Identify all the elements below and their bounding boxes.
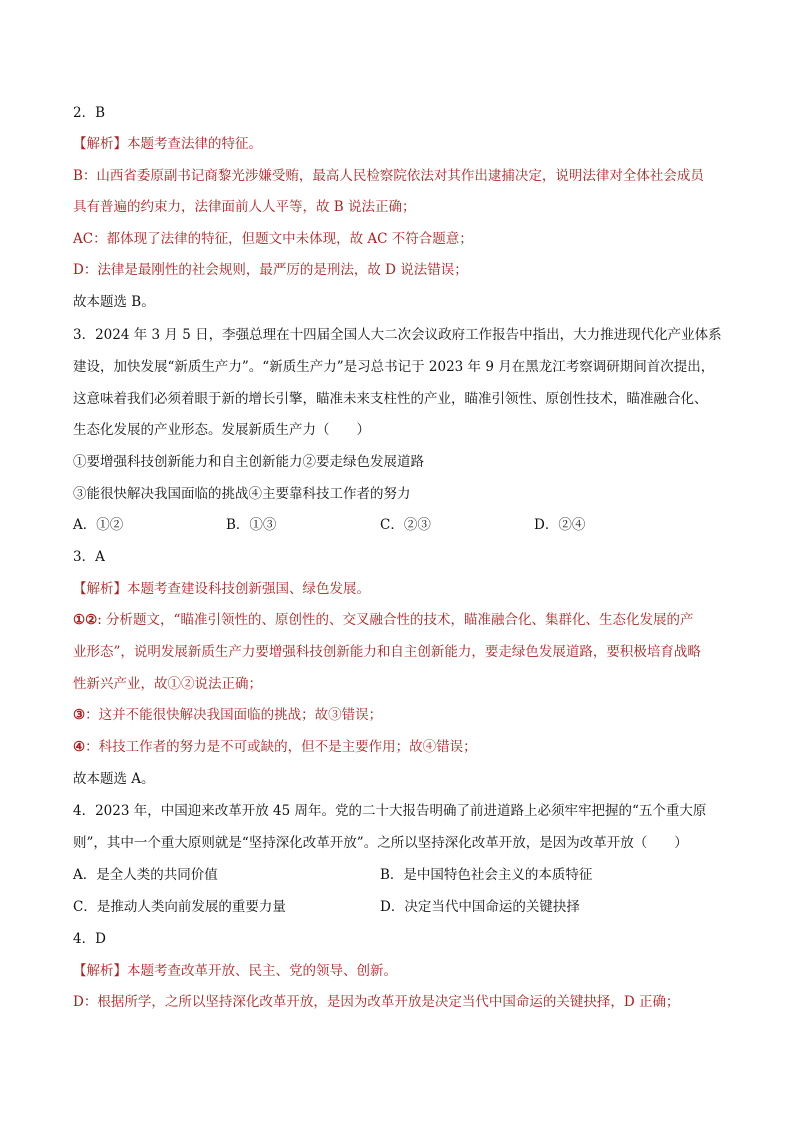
q3-4-text: ：科技工作者的努力是不可或缺的，但不是主要作用；故④错误；	[85, 739, 477, 755]
q4-option-a: A．是全人类的共同价值	[73, 867, 218, 883]
q3-12-label: ①②	[73, 612, 98, 628]
q3-4-label: ④	[73, 739, 86, 755]
q2-answer: 2．B	[73, 105, 106, 121]
q2-analysis: 【解析】本题考查法律的特征。	[73, 136, 262, 152]
q3-conclusion: 故本题选 A。	[73, 771, 155, 787]
q3-option-d: D．②④	[534, 517, 586, 533]
q3-4-explanation	[73, 738, 723, 756]
q3-stem-line3: 这意味着我们必须着眼于新的增长引擎，瞄准未来支柱性的产业，瞄准引领性、原创性技术，瞄准融合化、	[73, 391, 708, 407]
q2-ac-explanation: AC：都体现了法律的特征，但题文中未体现，故 AC 不符合题意；	[73, 231, 473, 247]
q3-3-explanation	[73, 706, 723, 724]
q4-stem-line1: 4．2023 年，中国迎来改革开放 45 周年。党的二十大报告明确了前进道路上必须牢牢把握的“五个重大原	[73, 803, 707, 819]
q4-option-b: B．是中国特色社会主义的本质特征	[380, 867, 593, 883]
q3-option-a: A．①②	[73, 517, 124, 533]
q4-option-c: C．是推动人类向前发展的重要力量	[73, 899, 286, 915]
q3-items-3-4: ③能很快解决我国面临的挑战④主要靠科技工作者的努力	[73, 486, 411, 502]
q2-d-explanation: D：法律是最刚性的社会规则，最严厉的是刑法，故 D 说法错误；	[73, 262, 468, 278]
q2-b-explanation-line1: B：山西省委原副书记商黎光涉嫌受贿，最高人民检察院依法对其作出逮捕决定，说明法律对全体社会成员	[73, 168, 704, 184]
q4-stem-line2: 则”，其中一个重大原则就是“坚持深化改革开放”。之所以坚持深化改革开放，是因为改革开放（ ）	[73, 835, 688, 851]
q3-12-explanation-line1	[73, 611, 723, 629]
q3-option-c: C．②③	[380, 517, 431, 533]
q3-3-label: ③	[73, 707, 86, 723]
q3-stem-line4: 生态化发展的产业形态。发展新质生产力（ ）	[73, 422, 370, 438]
q3-analysis: 【解析】本题考查建设科技创新强国、绿色发展。	[73, 581, 370, 597]
q3-12-explanation-line3: 性新兴产业，故①②说法正确；	[73, 676, 262, 692]
q3-stem-line2: 建设，加快发展“新质生产力”。“新质生产力”是习总书记于 2023 年 9 月在黑龙江考察调研期间首次提出，	[73, 359, 715, 375]
q3-stem-line1: 3．2024 年 3 月 5 日，李强总理在十四届全国人大二次会议政府工作报告中指出，大力推进现代化产业体系	[73, 327, 722, 343]
q2-b-explanation-line2: 具有普遍的约束力，法律面前人人平等，故 B 说法正确；	[73, 199, 416, 215]
q2-conclusion: 故本题选 B。	[73, 294, 155, 310]
q4-option-d: D．决定当代中国命运的关键抉择	[380, 899, 580, 915]
q3-option-b: B．①③	[226, 517, 277, 533]
q4-answer: 4．D	[73, 931, 106, 947]
q3-12-text: : 分析题文，“瞄准引领性的、原创性的、交叉融合性的技术，瞄准融合化、集群化、生态化发展的产	[97, 612, 694, 628]
q4-d-explanation: D：根据所学，之所以坚持深化改革开放，是因为改革开放是决定当代中国命运的关键抉择，D 正确；	[73, 994, 680, 1010]
q3-items-1-2: ①要增强科技创新能力和自主创新能力②要走绿色发展道路	[73, 454, 424, 470]
q3-12-explanation-line2: 业形态”，说明发展新质生产力要增强科技创新能力和自主创新能力，要走绿色发展道路，要积极培育战略	[73, 644, 701, 660]
q3-answer: 3．A	[73, 549, 105, 565]
q4-analysis: 【解析】本题考查改革开放、民主、党的领导、创新。	[73, 963, 397, 979]
q3-3-text: ：这并不能很快解决我国面临的挑战；故③错误；	[85, 707, 383, 723]
